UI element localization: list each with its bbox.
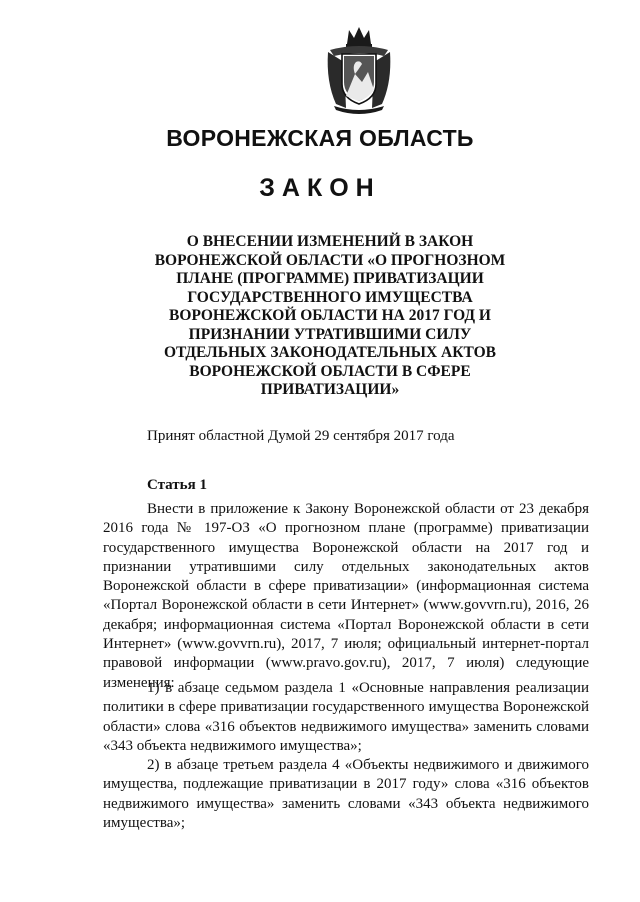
amendment-item: 2) в абзаце третьем раздела 4 «Объекты недвижимого и движимого имущества, подлежащие приватизации в 2017 году» слова «316 объектов недвижимого имущества» заменить словами «343 объекта недвижимого имущества»; xyxy=(103,757,589,832)
law-title-line: ПРИВАТИЗАЦИИ» xyxy=(260,381,400,398)
law-title-line: ГОСУДАРСТВЕННОГО ИМУЩЕСТВА xyxy=(187,288,473,306)
amendment-list xyxy=(103,679,589,833)
law-title-line: ПЛАНЕ (ПРОГРАММЕ) ПРИВАТИЗАЦИИ xyxy=(176,270,484,287)
law-title-line: О ВНЕСЕНИИ ИЗМЕНЕНИЙ В ЗАКОН xyxy=(186,233,474,250)
article-intro-paragraph: Внести в приложение к Закону Воронежской области от 23 декабря 2016 года № 197-ОЗ «О прогнозном плане (программе) приватизации государственного имущества Воронежской области на 2017 год и признании утратившими силу отдельных законодательных актов Воронежской области в сфере приватизации» (информационная система «Портал Воронежской области в сети Интернет» (www.govvrn.ru), 2016, 26 декабря; информационная система «Портал Воронежской области в сети Интернет» (www.govvrn.ru), 2017, 7 июля; официальный интернет-портал правовой информации (www.pravo.gov.ru), 2017, 7 июля) следующие изменения: xyxy=(103,501,589,691)
law-title-line: ОТДЕЛЬНЫХ ЗАКОНОДАТЕЛЬНЫХ АКТОВ xyxy=(163,344,497,361)
law-title-line: ВОРОНЕЖСКОЙ ОБЛАСТИ В СФЕРЕ xyxy=(189,362,471,380)
law-title-line: ВОРОНЕЖСКОЙ ОБЛАСТИ «О ПРОГНОЗНОМ xyxy=(154,251,506,269)
adoption-note: Принят областной Думой 29 сентября 2017 года xyxy=(147,428,455,444)
law-title xyxy=(150,233,510,400)
region-title: ВОРОНЕЖСКАЯ ОБЛАСТЬ xyxy=(166,125,474,151)
law-title-line: ВОРОНЕЖСКОЙ ОБЛАСТИ НА 2017 ГОД И xyxy=(169,307,491,324)
document-type-title: ЗАКОН xyxy=(259,174,381,202)
article-heading: Статья 1 xyxy=(147,477,207,493)
amendment-item: 1) в абзаце седьмом раздела 1 «Основные направления реализации политики в сфере приватизации государственного имущества Воронежской области» слова «316 объектов недвижимого имущества» заменить словами «343 объекта недвижимого имущества»; xyxy=(103,680,589,754)
coat-of-arms-icon xyxy=(322,22,396,114)
law-title-line: ПРИЗНАНИИ УТРАТИВШИМИ СИЛУ xyxy=(188,325,472,343)
